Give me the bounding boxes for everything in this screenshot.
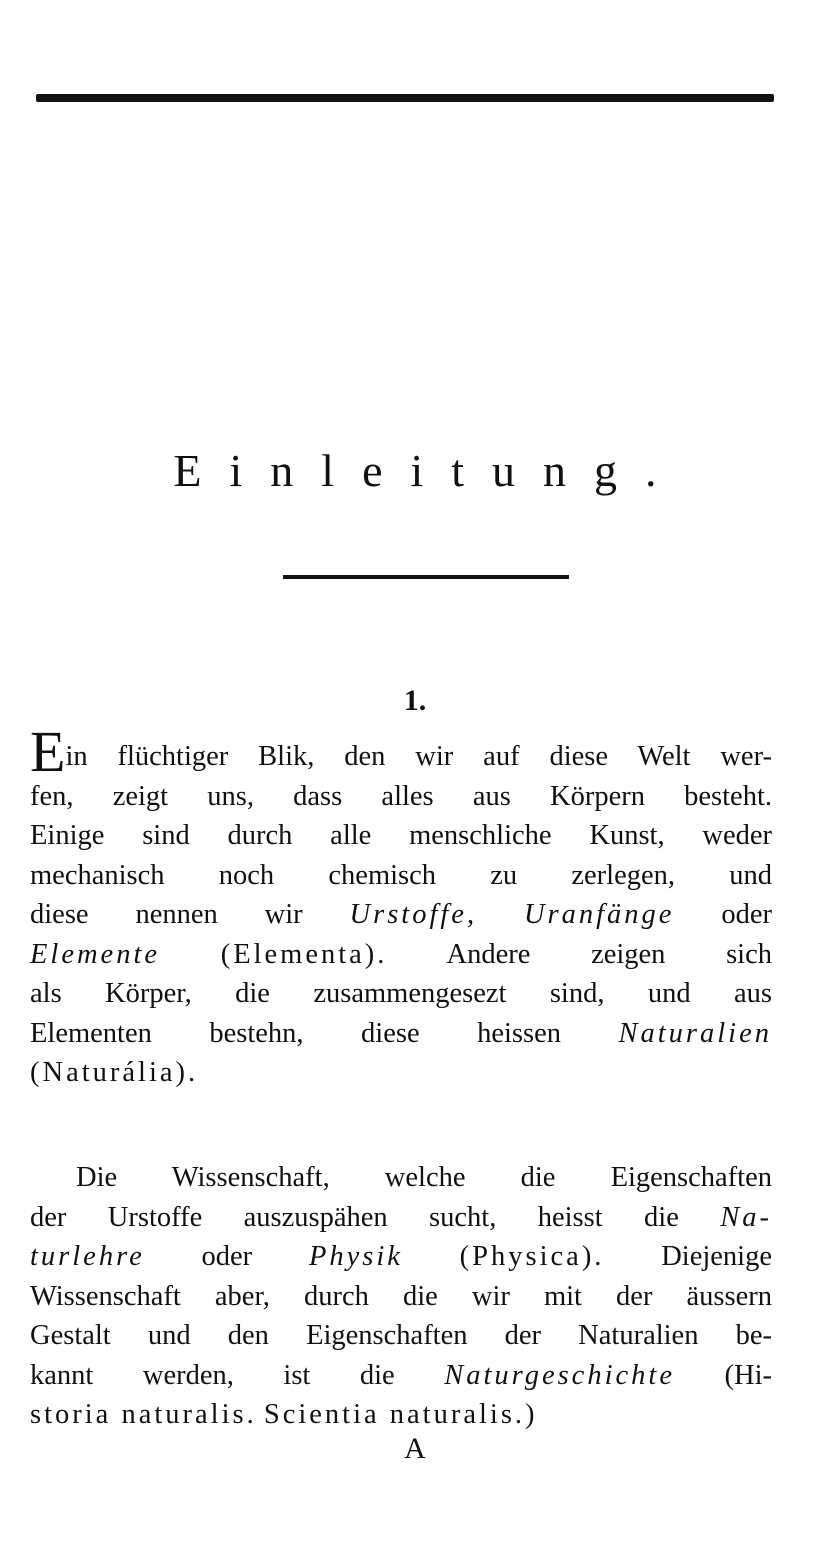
- text-line: [30, 1277, 772, 1317]
- text-segment: fen, zeigt uns, dass alles aus Körpern besteht.: [30, 780, 772, 812]
- text-line: [30, 1316, 772, 1356]
- emphasized-term: Urstoffe,: [349, 899, 478, 930]
- emphasized-term: Naturgeschichte: [444, 1359, 675, 1391]
- text-segment: Andere zeigen sich: [387, 938, 773, 970]
- text-segment: der Urstoffe auszuspähen sucht, heisst die: [30, 1201, 721, 1233]
- top-rule: [36, 94, 774, 102]
- emphasized-term: Na-: [720, 1201, 772, 1233]
- drop-cap: E: [30, 719, 66, 784]
- text-segment: Diejenige: [604, 1241, 772, 1272]
- text-line: [30, 974, 772, 1014]
- signature-mark: A: [404, 1432, 426, 1465]
- emphasized-term: turlehre: [30, 1241, 145, 1272]
- text-line: [30, 1395, 772, 1435]
- text-segment: (Naturália).: [30, 1057, 199, 1088]
- text-line: [30, 777, 772, 817]
- text-segment: in flüchtiger Blik, den wir auf diese Welt wer-: [65, 741, 772, 772]
- text-segment: (Elementa).: [220, 938, 388, 970]
- text-segment: Wissenschaft aber, durch die wir mit der äussern: [30, 1280, 772, 1312]
- text-segment: storia naturalis.: [30, 1399, 257, 1430]
- paragraph-1: [30, 719, 773, 1093]
- text-segment: [403, 1241, 460, 1272]
- text-segment: als Körper, die zusammengesezt sind, und aus: [30, 978, 772, 1009]
- text-line: [30, 1014, 772, 1054]
- text-segment: oder: [144, 1241, 309, 1272]
- text-segment: mechanisch noch chemisch zu zerlegen, und: [30, 859, 772, 891]
- text-line: [30, 1053, 772, 1093]
- text-line: [30, 1237, 772, 1277]
- text-segment: oder: [674, 899, 772, 930]
- text-line: [30, 1158, 772, 1198]
- emphasized-term: Uranfänge: [523, 899, 675, 930]
- text-segment: (Hi-: [674, 1359, 773, 1391]
- text-segment: Die Wissenschaft, welche die Eigenschaften: [76, 1162, 772, 1193]
- text-line: [30, 719, 772, 784]
- emphasized-term: Naturalien: [618, 1017, 772, 1049]
- text-segment: diese nennen wir: [30, 899, 350, 930]
- text-segment: (Physica).: [459, 1241, 605, 1272]
- text-line: [30, 935, 772, 975]
- text-line: [30, 856, 772, 896]
- text-line: [30, 895, 772, 935]
- text-segment: [257, 1399, 264, 1430]
- paragraph-2: [30, 1158, 772, 1435]
- text-segment: [160, 939, 221, 970]
- emphasized-term: Physik: [308, 1241, 403, 1272]
- text-segment: Elementen bestehn, diese heissen: [30, 1017, 619, 1049]
- text-segment: [477, 899, 524, 930]
- text-segment: kannt werden, ist die: [30, 1359, 445, 1391]
- text-line: [30, 1356, 772, 1396]
- chapter-heading: Einleitung.: [173, 445, 685, 496]
- text-line: [30, 1198, 772, 1238]
- text-segment: Einige sind durch alle menschliche Kunst, weder: [30, 820, 772, 851]
- text-segment: Gestalt und den Eigenschaften der Naturalien be-: [30, 1320, 772, 1351]
- emphasized-term: Elemente: [30, 938, 161, 970]
- section-number: 1.: [403, 684, 427, 717]
- text-segment: Scientia naturalis.): [263, 1399, 538, 1430]
- heading-rule: [283, 575, 569, 579]
- text-line: [30, 816, 772, 856]
